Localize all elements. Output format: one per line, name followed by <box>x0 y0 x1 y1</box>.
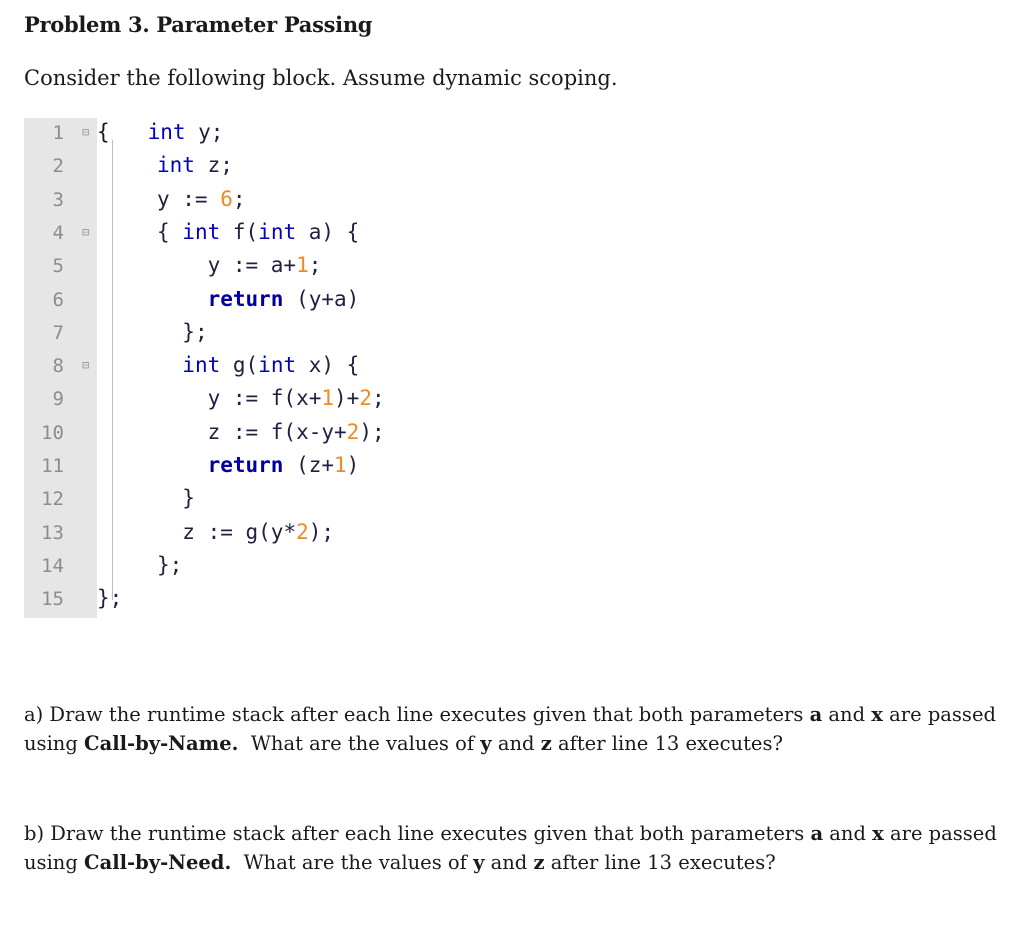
code-text: ); <box>308 519 335 544</box>
code-text: z := f(x-y+ <box>207 419 347 444</box>
code-line <box>157 187 246 211</box>
line-number: 15 <box>41 588 64 611</box>
code-text: y := a+ <box>207 253 297 278</box>
code-line <box>157 453 359 477</box>
fold-toggle-icon[interactable]: ⊟ <box>82 125 90 139</box>
code-text: )+ <box>334 386 360 411</box>
code-text: ; <box>308 253 322 278</box>
code-number: 1 <box>334 453 347 477</box>
code-text: x) { <box>296 353 360 378</box>
question-a-line2: using Call-by-Name. What are the values of y and z after line 13 executes? <box>24 732 783 755</box>
fold-guide <box>112 140 113 600</box>
code-text: }; <box>97 586 123 611</box>
code-text: z := g(y* <box>182 519 297 544</box>
code-text: ; <box>371 386 385 411</box>
question-a-line1: a) Draw the runtime stack after each line executes given that both parameters a and x are passed <box>24 703 996 726</box>
question-b-line2: using Call-by-Need. What are the values of y and z after line 13 executes? <box>24 851 776 874</box>
code-text: y; <box>185 120 224 144</box>
code-text: (y+a) <box>283 286 360 311</box>
code-text: y := <box>157 186 221 211</box>
question-b <box>24 819 1004 877</box>
code-text: } <box>182 486 195 511</box>
fold-toggle-icon[interactable]: ⊟ <box>82 224 90 239</box>
code-line <box>157 220 359 244</box>
code-number: 2 <box>346 419 360 444</box>
line-number: 5 <box>52 255 64 278</box>
code-line <box>157 553 182 577</box>
problem-intro: Consider the following block. Assume dynamic scoping. <box>24 66 618 90</box>
code-number: 2 <box>359 386 372 411</box>
line-number: 4 <box>52 221 64 244</box>
code-keyword: int <box>147 120 186 144</box>
fold-toggle-icon[interactable]: ⊟ <box>82 358 90 373</box>
question-a <box>24 700 1004 758</box>
code-text: a) { <box>296 219 360 244</box>
code-text: ); <box>359 419 385 444</box>
code-line <box>157 520 334 544</box>
code-line <box>157 353 359 377</box>
code-line <box>157 253 321 277</box>
code-line <box>157 486 195 510</box>
code-keyword: int <box>258 353 297 378</box>
line-number: 10 <box>41 421 64 444</box>
code-line <box>157 320 208 344</box>
line-number: 2 <box>52 155 64 178</box>
line-number: 8 <box>52 355 64 378</box>
question-b-line1: b) Draw the runtime stack after each line executes given that both parameters a and x are passed <box>24 822 997 845</box>
code-line <box>157 386 385 410</box>
line-number: 3 <box>52 188 64 211</box>
problem-title: Problem 3. Parameter Passing <box>24 12 373 37</box>
code-line <box>157 153 233 177</box>
code-text: ; <box>232 186 246 211</box>
code-keyword: return <box>207 286 284 311</box>
code-text: (z+ <box>283 453 335 477</box>
line-number: 7 <box>52 321 64 344</box>
code-line <box>157 287 359 311</box>
code-text: }; <box>157 552 183 577</box>
code-text: z; <box>194 153 233 178</box>
code-text: { <box>157 219 183 244</box>
code-keyword: int <box>182 219 221 244</box>
code-text: f( <box>220 219 259 244</box>
line-number: 6 <box>52 288 64 311</box>
code-text: y := f(x+ <box>207 386 322 411</box>
code-number: 6 <box>220 186 233 211</box>
code-keyword: int <box>157 153 195 178</box>
line-number: 13 <box>41 521 64 544</box>
line-number: 9 <box>52 388 64 411</box>
line-number: 14 <box>41 554 64 577</box>
code-line <box>97 586 122 610</box>
code-number: 2 <box>296 519 309 544</box>
code-number: 1 <box>321 386 335 411</box>
code-text: g( <box>220 353 259 378</box>
line-number: 1 <box>52 122 64 144</box>
code-line <box>157 420 385 444</box>
code-number: 1 <box>296 253 309 278</box>
line-number: 12 <box>41 488 64 511</box>
code-text: ) <box>346 453 360 477</box>
code-keyword: int <box>258 219 297 244</box>
line-number: 11 <box>41 455 64 477</box>
code-keyword: int <box>182 353 221 378</box>
code-keyword: return <box>207 453 284 477</box>
code-text: }; <box>182 319 208 344</box>
code-block <box>24 118 584 618</box>
code-line: { int y; <box>97 120 224 144</box>
